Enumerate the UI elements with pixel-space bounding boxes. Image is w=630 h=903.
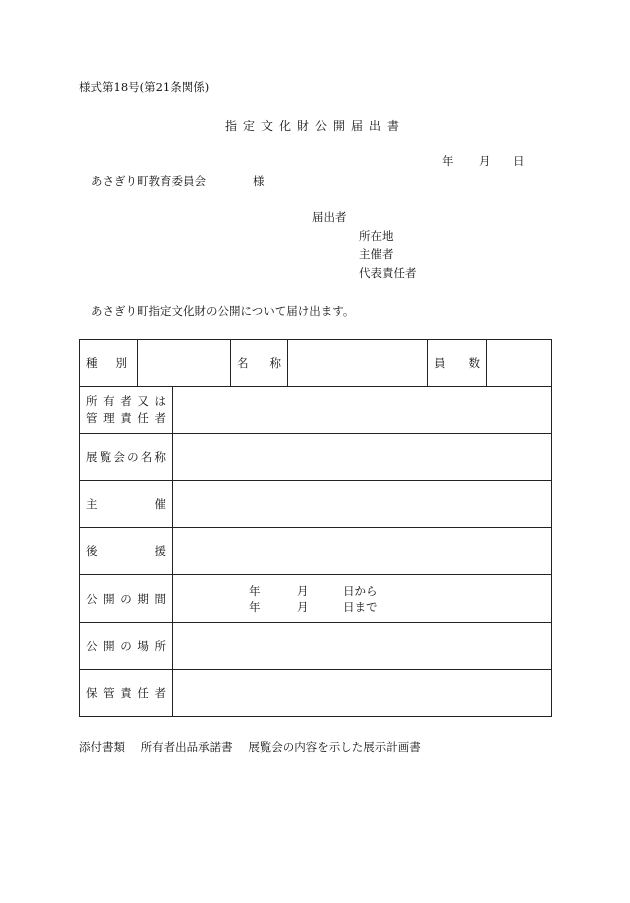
custodian-label-char: 者 [154, 686, 166, 700]
table-row [80, 670, 552, 717]
place-label-char: 公 [86, 639, 98, 653]
exhibition-name-label-char: 覧 [99, 450, 112, 464]
owner-label-char: 者 [154, 411, 166, 425]
exhibition-name-label-char: 会 [113, 450, 125, 464]
support-value-cell[interactable] [173, 528, 552, 575]
place-label-char: 所 [154, 639, 166, 653]
custodian-label-char: 保 [86, 686, 98, 700]
application-table [79, 339, 552, 717]
table-row [80, 387, 552, 434]
statement-text: あさぎり町指定文化財の公開について届け出ます。 [91, 304, 355, 318]
owner-label-char: 所 [86, 394, 98, 408]
category-label-char: 種 [86, 356, 98, 370]
owner-label-char: 者 [120, 394, 132, 408]
owner-label-char: 理 [103, 411, 115, 425]
custodian-label-char: 責 [120, 686, 132, 700]
host-label-cell [80, 481, 173, 528]
date-month: 月 [479, 154, 491, 168]
place-value-cell[interactable] [173, 623, 552, 670]
category-label-cell [80, 340, 138, 387]
organizer-label: 主催者 [359, 247, 394, 261]
name-label-char: 名 [237, 356, 249, 370]
addressee-honorific: 様 [253, 174, 265, 188]
category-value-cell[interactable] [138, 340, 231, 387]
count-label-cell [428, 340, 487, 387]
place-label-char: 開 [103, 639, 115, 653]
attachments-heading: 添付書類 [79, 740, 125, 754]
period-label-char: 期 [137, 591, 149, 606]
owner-label-cell [80, 387, 173, 434]
custodian-value-cell[interactable] [173, 670, 552, 717]
period-label-cell [80, 575, 173, 623]
place-label-cell [80, 623, 173, 670]
owner-label-char: 任 [137, 411, 149, 425]
name-label-char: 称 [269, 356, 281, 370]
count-label-char: 員 [434, 356, 446, 370]
support-label-cell [80, 528, 173, 575]
exhibition-name-label-char: 展 [86, 450, 98, 464]
owner-label-char: 有 [103, 394, 115, 408]
period-label-char: 間 [154, 591, 166, 606]
period-end-day: 日まで [343, 600, 378, 614]
table-row [80, 434, 552, 481]
exhibition-name-label-char: 名 [140, 450, 153, 464]
host-value-cell[interactable] [173, 481, 552, 528]
period-start-month: 月 [297, 584, 309, 598]
exhibition-name-label-char: の [127, 450, 139, 464]
date-day: 日 [513, 154, 525, 168]
period-label-char: 公 [86, 591, 98, 606]
period-label-char: の [120, 591, 132, 606]
support-label-char: 援 [154, 544, 166, 558]
name-value-cell[interactable] [288, 340, 428, 387]
attachment-item: 展覧会の内容を示した展示計画書 [248, 740, 421, 754]
date-year: 年 [442, 154, 454, 168]
place-label-char: 場 [137, 639, 149, 653]
period-start-day: 日から [343, 584, 378, 598]
period-value-cell[interactable] [173, 575, 552, 623]
table-row [80, 340, 552, 387]
address-label: 所在地 [359, 229, 394, 243]
exhibition-name-label-char: 称 [154, 450, 166, 464]
addressee-name: あさぎり町教育委員会 [91, 174, 206, 188]
owner-label-char: 管 [86, 411, 98, 425]
period-label-char: 開 [103, 591, 115, 606]
host-label-char: 催 [154, 497, 166, 511]
exhibition-name-value-cell[interactable] [173, 434, 552, 481]
owner-label-char: 責 [120, 411, 132, 425]
attachment-item: 所有者出品承諾書 [140, 740, 233, 754]
host-label-char: 主 [86, 497, 98, 511]
period-end-month: 月 [297, 600, 309, 614]
custodian-label-char: 管 [103, 686, 115, 700]
table-row [80, 528, 552, 575]
table-row [80, 623, 552, 670]
custodian-label-cell [80, 670, 173, 717]
owner-label-char: は [154, 394, 166, 408]
count-value-cell[interactable] [487, 340, 552, 387]
form-title: 指定文化財公開届出書 [225, 119, 406, 133]
period-end-year: 年 [249, 600, 261, 614]
place-label-char: の [120, 639, 132, 653]
period-start-year: 年 [249, 584, 261, 598]
support-label-char: 後 [86, 544, 98, 558]
table-row [80, 481, 552, 528]
custodian-label-char: 任 [137, 686, 149, 700]
form-number: 様式第18号(第21条関係) [79, 80, 210, 94]
owner-label-char: 又 [137, 394, 149, 408]
representative-label: 代表責任者 [359, 266, 417, 280]
applicant-heading: 届出者 [312, 210, 347, 224]
table-row [80, 575, 552, 623]
count-label-char: 数 [468, 356, 480, 370]
name-label-cell [231, 340, 288, 387]
category-label-char: 別 [115, 356, 127, 370]
attachments-line [79, 742, 421, 754]
owner-value-cell[interactable] [173, 387, 552, 434]
exhibition-name-label-cell [80, 434, 173, 481]
